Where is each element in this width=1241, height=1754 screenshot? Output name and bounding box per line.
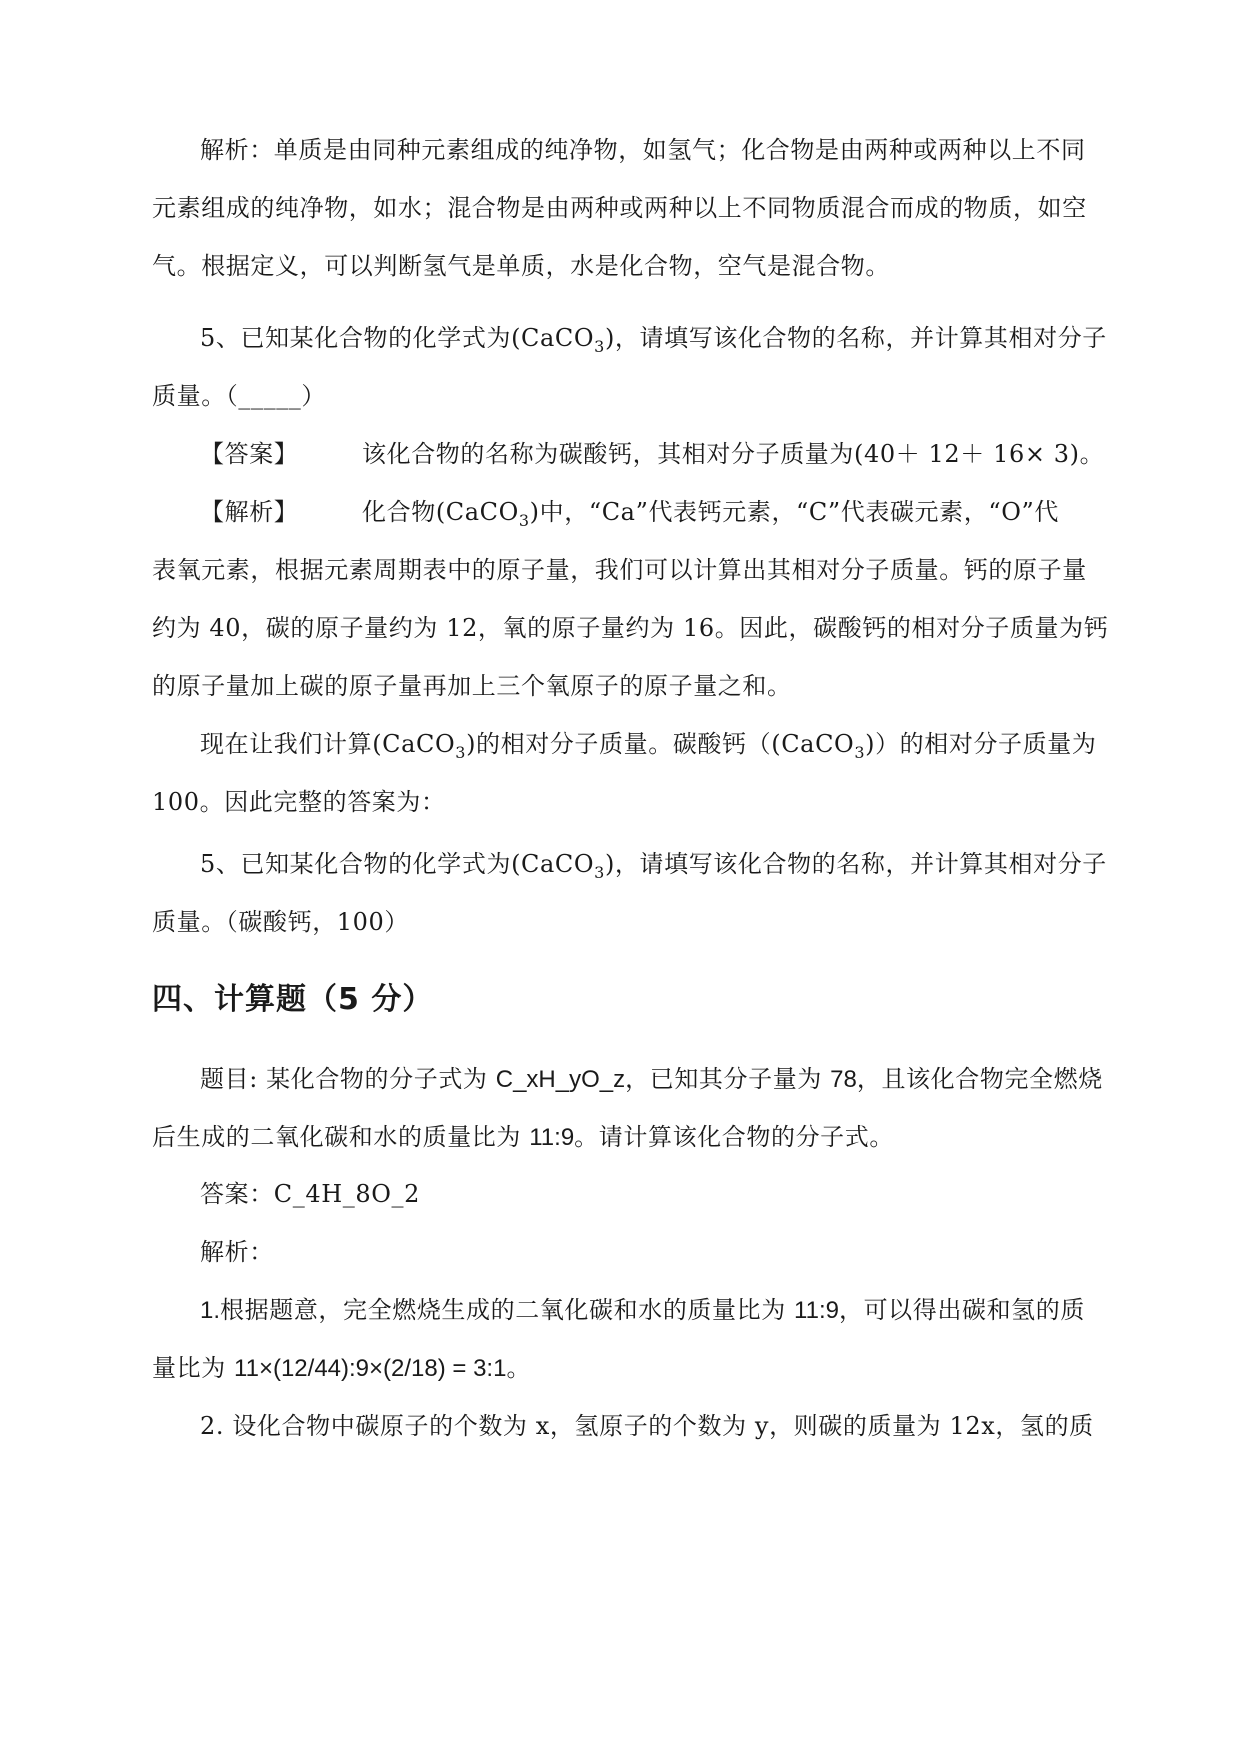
paragraph-line: 元素组成的纯净物，如水；混合物是由两种或两种以上不同物质混合而成的物质，如空	[152, 194, 1087, 222]
solution-step: 1.根据题意，完全燃烧生成的二氧化碳和水的质量比为 11:9，可以得出碳和氢的质	[200, 1296, 1085, 1324]
chemical-formula: (CaCO$_3$)	[435, 498, 540, 530]
solution-step: 2. 设化合物中碳原子的个数为 x，氢原子的个数为 y，则碳的质量为 12x，氢的质	[200, 1412, 1094, 1440]
question-prefix: 5、已知某化合物的化学式为	[200, 324, 512, 352]
problem-line: 后生成的二氧化碳和水的质量比为 11:9。请计算该化合物的分子式。	[152, 1123, 894, 1151]
solution-answer: 答案：C_4H_8O_2	[200, 1180, 420, 1208]
analysis-line: 约为 40，碳的原子量约为 12，氧的原子量约为 16。因此，碳酸钙的相对分子质量为钙	[152, 614, 1109, 642]
molecular-mass: 78	[830, 1066, 857, 1093]
chemical-formula: (CaCO$_3$)	[372, 730, 477, 762]
calc-line: 100。因此完整的答案为：	[152, 788, 446, 816]
question-line	[200, 322, 1107, 363]
chemical-formula: (CaCO$_3$)	[511, 850, 615, 882]
paragraph-line: 气。根据定义，可以判断氢气是单质，水是化合物，空气是混合物。	[152, 252, 890, 280]
question-line: 5、已知某化合物的化学式为(CaCO$_3$)，请填写该化合物的名称，并计算其相对分子	[200, 850, 1107, 882]
answer-line	[200, 438, 1104, 470]
chemical-formula: (CaCO$_3$)	[511, 324, 615, 356]
section-heading: 四、计算题（5 分）	[152, 982, 434, 1017]
molecular-formula: C_xH_yO_z	[495, 1066, 626, 1093]
solution-analysis-label: 解析：	[200, 1238, 274, 1266]
answer-text: 该化合物的名称为碳酸钙，其相对分子质量为(40＋ 12＋ 16× 3)。	[362, 440, 1105, 468]
analysis-line: 的原子量加上碳的原子量再加上三个氧原子的原子量之和。	[152, 672, 792, 700]
analysis-line: 表氧元素，根据元素周期表中的原子量，我们可以计算出其相对分子质量。钙的原子量	[152, 556, 1087, 584]
analysis-line: 【解析】 化合物(CaCO$_3$)中，“Ca”代表钙元素，“C”代表碳元素，“O”代	[200, 498, 1059, 530]
answer-tag: 【答案】	[200, 440, 299, 468]
analysis-tag: 【解析】	[200, 498, 299, 526]
question-line: 质量。（_____）	[152, 382, 326, 410]
problem-line: 题目: 某化合物的分子式为 C_xH_yO_z，已知其分子量为 78，且该化合物完全燃烧	[200, 1065, 1103, 1093]
chemical-formula: (CaCO$_3$)	[771, 730, 876, 762]
question-suffix: ，请填写该化合物的名称，并计算其相对分子	[614, 324, 1107, 352]
mass-ratio: 11:9	[529, 1124, 575, 1151]
question-line: 质量。（碳酸钙，100）	[152, 908, 410, 936]
mass-ratio: 11:9	[794, 1297, 839, 1324]
paragraph-line: 解析：单质是由同种元素组成的纯净物，如氢气；化合物是由两种或两种以上不同	[200, 136, 1086, 164]
ratio-expression: 11×(12/44):9×(2/18) = 3:1	[234, 1355, 507, 1382]
calc-line: 现在让我们计算(CaCO$_3$)的相对分子质量。碳酸钙（(CaCO$_3$)）的相对分子质量为	[200, 730, 1097, 762]
solution-step: 量比为 11×(12/44):9×(2/18) = 3:1。	[152, 1354, 532, 1382]
